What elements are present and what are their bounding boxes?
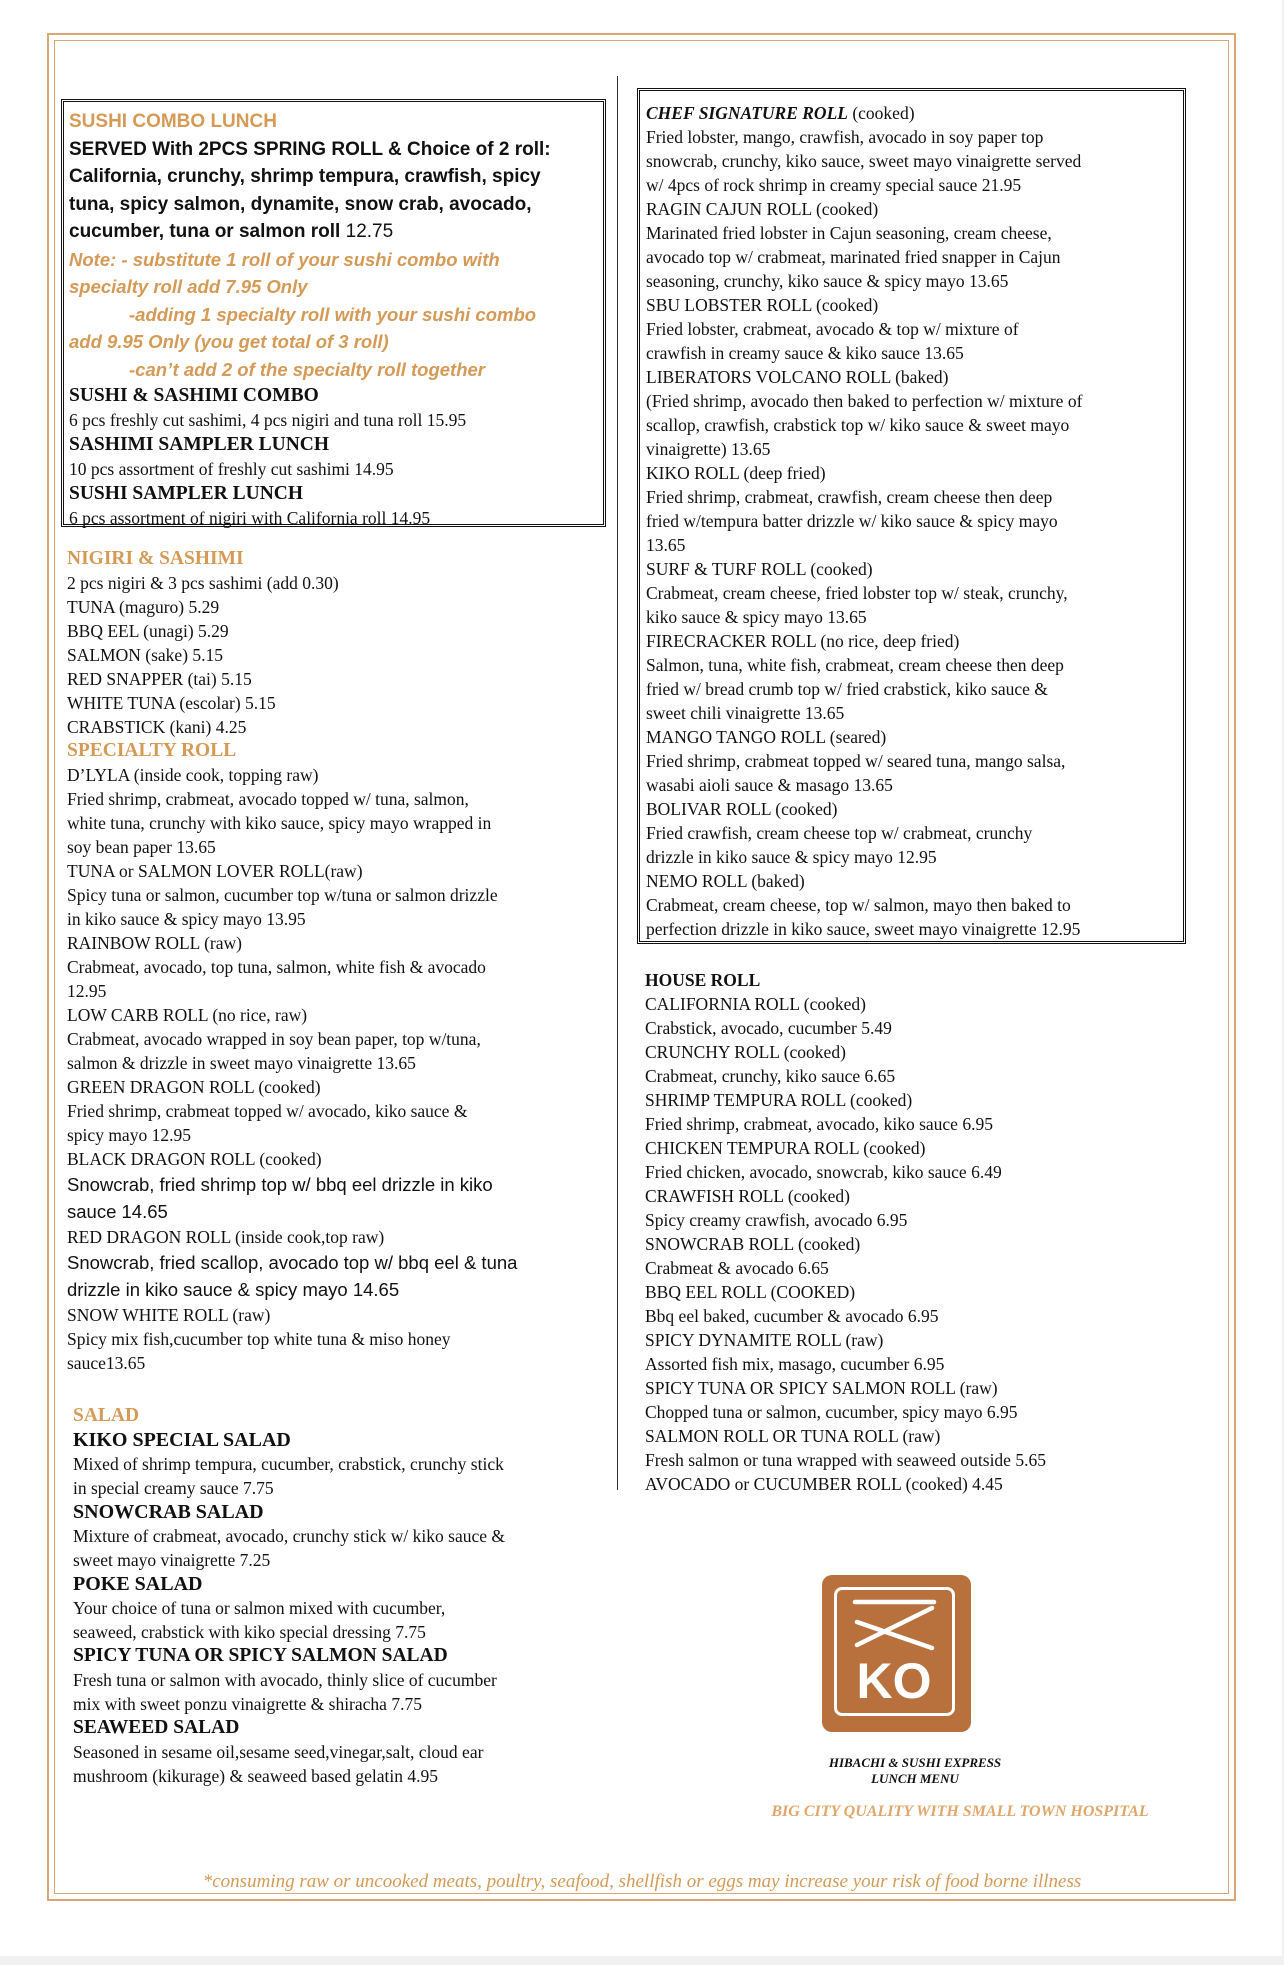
combo-item-name: SUSHI SAMPLER LUNCH <box>69 483 304 504</box>
chef-line: avocado top w/ crabmeat, marinated fried snapper in Cajun <box>646 247 1061 267</box>
chef-line: crawfish in creamy sauce & kiko sauce 13.65 <box>646 343 964 363</box>
specialty-line: GREEN DRAGON ROLL (cooked) <box>67 1077 321 1097</box>
served-rolls: cucumber, tuna or salmon roll <box>69 221 341 242</box>
house-line: SALMON ROLL OR TUNA ROLL (raw) <box>645 1426 941 1446</box>
chef-line: seasoning, crunchy, kiko sauce & spicy mayo 13.65 <box>646 271 1009 291</box>
nigiri-line: 2 pcs nigiri & 3 pcs sashimi (add 0.30) <box>67 573 339 593</box>
specialty-line: soy bean paper 13.65 <box>67 837 216 857</box>
house-roll-section <box>645 968 1205 1496</box>
specialty-line: BLACK DRAGON ROLL (cooked) <box>67 1149 322 1169</box>
salad-desc: Mixture of crabmeat, avocado, crunchy stick w/ kiko sauce & <box>73 1526 506 1546</box>
chef-line: perfection drizzle in kiko sauce, sweet mayo vinaigrette 12.95 <box>646 919 1081 939</box>
house-line: Spicy creamy crawfish, avocado 6.95 <box>645 1210 908 1230</box>
salad-name: POKE SALAD <box>73 1573 203 1595</box>
house-line: Crabstick, avocado, cucumber 5.49 <box>645 1018 892 1038</box>
nigiri-line: TUNA (maguro) 5.29 <box>67 597 220 617</box>
salad-section <box>73 1403 608 1788</box>
chef-line: sweet chili vinaigrette 13.65 <box>646 703 845 723</box>
specialty-line: Fried shrimp, crabmeat, avocado topped w/ tuna, salmon, <box>67 789 469 809</box>
combo-item-desc: 6 pcs freshly cut sashimi, 4 pcs nigiri and tuna roll 15.95 <box>69 410 467 430</box>
kiko-logo-mark <box>837 1590 952 1713</box>
salad-name: KIKO SPECIAL SALAD <box>73 1429 291 1451</box>
chef-line: kiko sauce & spicy mayo 13.65 <box>646 607 867 627</box>
chef-line: vinaigrette) 13.65 <box>646 439 771 459</box>
chef-line: SBU LOBSTER ROLL (cooked) <box>646 295 879 315</box>
house-line: SPICY DYNAMITE ROLL (raw) <box>645 1330 884 1350</box>
chef-title-line <box>646 101 1183 125</box>
specialty-line: sauce13.65 <box>67 1353 146 1373</box>
salad-desc: mushroom (kikurage) & seaweed based gelatin 4.95 <box>73 1766 438 1786</box>
house-line: Crabmeat, crunchy, kiko sauce 6.65 <box>645 1066 896 1086</box>
note-line: Note: - substitute 1 roll of your sushi combo with <box>69 248 500 270</box>
specialty-line: Crabmeat, avocado wrapped in soy bean paper, top w/tuna, <box>67 1029 481 1049</box>
house-line: Fried shrimp, crabmeat, avocado, kiko sauce 6.95 <box>645 1114 993 1134</box>
salad-desc: Fresh tuna or salmon with avocado, thinly slice of cucumber <box>73 1670 497 1690</box>
specialty-line: spicy mayo 12.95 <box>67 1125 191 1145</box>
note-line: -can’t add 2 of the specialty roll together <box>129 358 486 380</box>
salad-name: SNOWCRAB SALAD <box>73 1501 264 1523</box>
combo-item-name: SUSHI & SASHIMI COMBO <box>69 385 319 406</box>
note-line: specialty roll add 7.95 Only <box>69 276 308 297</box>
specialty-line: RAINBOW ROLL (raw) <box>67 933 242 953</box>
chef-line: Fried shrimp, crabmeat, crawfish, cream cheese then deep <box>646 487 1053 507</box>
combo-item-desc: 10 pcs assortment of freshly cut sashimi 14.95 <box>69 459 394 479</box>
house-line: CHICKEN TEMPURA ROLL (cooked) <box>645 1138 926 1158</box>
house-line: SHRIMP TEMPURA ROLL (cooked) <box>645 1090 913 1110</box>
food-warning-footer: *consuming raw or uncooked meats, poultry, seafood, shellfish or eggs may increase your risk of food borne illness <box>202 1871 1082 1892</box>
chef-line: scallop, crawfish, crabstick top w/ kiko sauce & sweet mayo <box>646 415 1070 435</box>
red-dragon-name: RED DRAGON ROLL (inside cook,top raw) <box>67 1227 385 1247</box>
specialty-line: D’LYLA (inside cook, topping raw) <box>67 765 319 785</box>
chef-line: Marinated fried lobster in Cajun seasoning, cream cheese, <box>646 223 1052 243</box>
salad-title: SALAD <box>73 1405 140 1426</box>
note-line: add 9.95 Only (you get total of 3 roll) <box>69 331 389 352</box>
nigiri-line: SALMON (sake) 5.15 <box>67 645 224 665</box>
chef-line: fried w/tempura batter drizzle w/ kiko sauce & spicy mayo <box>646 511 1058 531</box>
chef-signature-box <box>637 88 1186 944</box>
specialty-line: Spicy mix fish,cucumber top white tuna & miso honey <box>67 1329 451 1349</box>
salad-desc: seaweed, crabstick with kiko special dressing 7.75 <box>73 1622 426 1642</box>
salad-desc: Seasoned in sesame oil,sesame seed,vinegar,salt, cloud ear <box>73 1742 484 1762</box>
chef-line: RAGIN CAJUN ROLL (cooked) <box>646 199 879 219</box>
chef-line: wasabi aioli sauce & masago 13.65 <box>646 775 893 795</box>
chef-line: Crabmeat, cream cheese, fried lobster top w/ steak, crunchy, <box>646 583 1068 603</box>
salad-name: SEAWEED SALAD <box>73 1717 240 1738</box>
chef-line: Crabmeat, cream cheese, top w/ salmon, mayo then baked to <box>646 895 1071 915</box>
left-column-lower <box>67 546 607 1375</box>
chef-title-suffix: (cooked) <box>847 103 915 123</box>
specialty-line: Crabmeat, avocado, top tuna, salmon, white fish & avocado <box>67 957 486 977</box>
kiko-logo <box>822 1575 971 1732</box>
column-divider <box>617 76 618 1490</box>
house-line: Crabmeat & avocado 6.65 <box>645 1258 829 1278</box>
nigiri-title: NIGIRI & SASHIMI <box>67 548 244 569</box>
chef-line: NEMO ROLL (baked) <box>646 871 805 891</box>
house-line: BBQ EEL ROLL (COOKED) <box>645 1282 856 1302</box>
combo-item-name: SASHIMI SAMPLER LUNCH <box>69 434 330 455</box>
chef-line: Fried lobster, crabmeat, avocado & top w/ mixture of <box>646 319 1019 339</box>
specialty-line: in kiko sauce & spicy mayo 13.95 <box>67 909 306 929</box>
specialty-line: SNOW WHITE ROLL (raw) <box>67 1305 271 1325</box>
salad-desc: sweet mayo vinaigrette 7.25 <box>73 1550 271 1570</box>
specialty-line: Spicy tuna or salmon, cucumber top w/tuna or salmon drizzle <box>67 885 498 905</box>
salad-name: SPICY TUNA OR SPICY SALMON SALAD <box>73 1645 448 1666</box>
chef-line: Fried lobster, mango, crawfish, avocado in soy paper top <box>646 127 1044 147</box>
salad-desc: Your choice of tuna or salmon mixed with cucumber, <box>73 1598 446 1618</box>
chef-line: w/ 4pcs of rock shrimp in creamy special sauce 21.95 <box>646 175 1022 195</box>
house-line: CRUNCHY ROLL (cooked) <box>645 1042 846 1062</box>
chef-line: SURF & TURF ROLL (cooked) <box>646 559 873 579</box>
salad-desc: in special creamy sauce 7.75 <box>73 1478 274 1498</box>
specialty-line: white tuna, crunchy with kiko sauce, spicy mayo wrapped in <box>67 813 492 833</box>
specialty-line: 12.95 <box>67 981 107 1001</box>
house-line: CALIFORNIA ROLL (cooked) <box>645 994 866 1014</box>
nigiri-line: RED SNAPPER (tai) 5.15 <box>67 669 252 689</box>
chef-line: MANGO TANGO ROLL (seared) <box>646 727 887 747</box>
specialty-title: SPECIALTY ROLL <box>67 740 237 761</box>
chef-line: BOLIVAR ROLL (cooked) <box>646 799 838 819</box>
tagline <box>770 1755 1060 1787</box>
black-dragon-desc: Snowcrab, fried shrimp top w/ bbq eel drizzle in kiko <box>67 1174 493 1195</box>
house-line: SPICY TUNA OR SPICY SALMON ROLL (raw) <box>645 1378 998 1398</box>
kiko-logo-frame <box>834 1587 955 1716</box>
house-line: Fresh salmon or tuna wrapped with seaweed outside 5.65 <box>645 1450 1046 1470</box>
house-line: AVOCADO or CUCUMBER ROLL (cooked) 4.45 <box>645 1474 1003 1494</box>
served-price: 12.75 <box>340 221 394 242</box>
chef-line: KIKO ROLL (deep fried) <box>646 463 826 483</box>
chef-line: Salmon, tuna, white fish, crabmeat, cream cheese then deep <box>646 655 1064 675</box>
served-line-last <box>69 218 603 246</box>
specialty-line: TUNA or SALMON LOVER ROLL(raw) <box>67 861 363 881</box>
served-line: California, crunchy, shrimp tempura, crawfish, spicy <box>69 166 541 187</box>
chef-line: FIRECRACKER ROLL (no rice, deep fried) <box>646 631 960 651</box>
house-title: HOUSE ROLL <box>645 970 761 990</box>
combo-item-desc: 6 pcs assortment of nigiri with California roll 14.95 <box>69 508 431 528</box>
red-dragon-desc: Snowcrab, fried scallop, avocado top w/ bbq eel & tuna <box>67 1252 518 1273</box>
tagline-line2: LUNCH MENU <box>871 1771 959 1786</box>
house-line: Chopped tuna or salmon, cucumber, spicy mayo 6.95 <box>645 1402 1018 1422</box>
slogan: BIG CITY QUALITY WITH SMALL TOWN HOSPITAL <box>771 1803 1149 1820</box>
chef-line: 13.65 <box>646 535 686 555</box>
specialty-line: LOW CARB ROLL (no rice, raw) <box>67 1005 308 1025</box>
served-line: tuna, spicy salmon, dynamite, snow crab, avocado, <box>69 193 532 215</box>
note-line: -adding 1 specialty roll with your sushi combo <box>129 303 537 325</box>
house-line: Bbq eel baked, cucumber & avocado 6.95 <box>645 1306 939 1326</box>
nigiri-line: BBQ EEL (unagi) 5.29 <box>67 621 229 641</box>
chef-line: Fried shrimp, crabmeat topped w/ seared tuna, mango salsa, <box>646 751 1066 771</box>
chef-title: CHEF SIGNATURE ROLL <box>646 103 848 123</box>
house-line: SNOWCRAB ROLL (cooked) <box>645 1234 861 1254</box>
nigiri-line: WHITE TUNA (escolar) 5.15 <box>67 693 276 713</box>
sushi-combo-title: SUSHI COMBO LUNCH <box>69 111 277 132</box>
chef-line: Fried crawfish, cream cheese top w/ crabmeat, crunchy <box>646 823 1033 843</box>
tagline-line1: HIBACHI & SUSHI EXPRESS <box>828 1755 1002 1770</box>
chef-line: snowcrab, crunchy, kiko sauce, sweet mayo vinaigrette served <box>646 151 1082 171</box>
salad-desc: Mixed of shrimp tempura, cucumber, crabstick, crunchy stick <box>73 1454 504 1474</box>
specialty-line: salmon & drizzle in sweet mayo vinaigrette 13.65 <box>67 1053 416 1073</box>
black-dragon-desc: sauce 14.65 <box>67 1201 168 1222</box>
chef-line: drizzle in kiko sauce & spicy mayo 12.95 <box>646 847 937 867</box>
salad-desc: mix with sweet ponzu vinaigrette & shiracha 7.75 <box>73 1694 422 1714</box>
chef-line: fried w/ bread crumb top w/ fried crabstick, kiko sauce & <box>646 679 1048 699</box>
nigiri-line: CRABSTICK (kani) 4.25 <box>67 717 247 737</box>
red-dragon-desc: drizzle in kiko sauce & spicy mayo 14.65 <box>67 1279 400 1300</box>
house-line: Fried chicken, avocado, snowcrab, kiko sauce 6.49 <box>645 1162 1002 1182</box>
chef-line: LIBERATORS VOLCANO ROLL (baked) <box>646 367 949 387</box>
house-line: Assorted fish mix, masago, cucumber 6.95 <box>645 1354 945 1374</box>
house-line: CRAWFISH ROLL (cooked) <box>645 1186 851 1206</box>
specialty-line: Fried shrimp, crabmeat topped w/ avocado, kiko sauce & <box>67 1101 468 1121</box>
sushi-combo-box <box>61 99 606 527</box>
chef-line: (Fried shrimp, avocado then baked to perfection w/ mixture of <box>646 391 1083 411</box>
logo-letters: KO <box>856 1653 932 1709</box>
served-line: SERVED With 2PCS SPRING ROLL & Choice of 2 roll: <box>69 138 551 160</box>
